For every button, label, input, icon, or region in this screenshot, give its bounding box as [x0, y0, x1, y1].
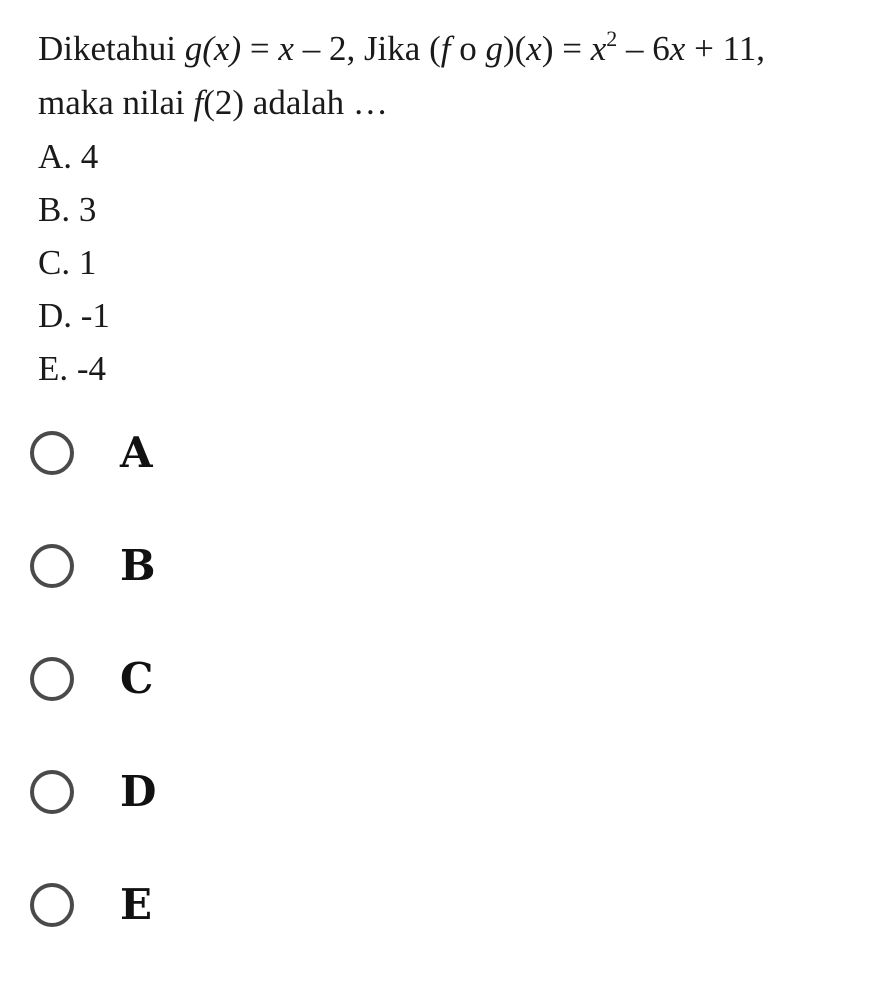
paren: ): [541, 29, 554, 68]
answer-option: A. 4: [38, 137, 99, 176]
choice-label-d[interactable]: D: [120, 767, 157, 816]
f-var: f: [193, 83, 204, 122]
compose-op: o: [450, 29, 486, 68]
choice-d[interactable]: [30, 764, 430, 877]
choice-label-e[interactable]: E: [120, 880, 153, 929]
question-text: [38, 22, 878, 130]
minus-six: – 6: [617, 29, 670, 68]
radio-button-b[interactable]: [30, 544, 74, 588]
radio-button-d[interactable]: [30, 770, 74, 814]
radio-button-a[interactable]: [30, 431, 74, 475]
x-var: x: [590, 29, 607, 68]
answer-option: E. -4: [38, 349, 107, 388]
f-var: f: [440, 29, 451, 68]
paren: (: [429, 29, 441, 68]
question-line-2: [38, 76, 878, 130]
x-var: x: [278, 29, 294, 68]
choice-c[interactable]: [30, 651, 430, 764]
choice-e[interactable]: [30, 877, 430, 990]
x-var: x: [669, 29, 686, 68]
radio-button-c[interactable]: [30, 657, 74, 701]
plus-eleven: + 11,: [685, 29, 766, 68]
answer-option: B. 3: [38, 190, 97, 229]
minus-two-text: – 2, Jika: [293, 29, 430, 68]
radio-button-e[interactable]: [30, 883, 74, 927]
equals: =: [553, 29, 591, 68]
answer-options-list: [38, 130, 110, 395]
answer-option: D. -1: [38, 296, 110, 335]
question-line2-prefix: maka nilai: [38, 83, 194, 122]
choice-label-c[interactable]: C: [120, 654, 154, 703]
question-line2-suffix: (2) adalah …: [203, 83, 388, 122]
radio-choice-group: [30, 425, 430, 990]
paren: )(: [502, 29, 527, 68]
choice-label-a[interactable]: A: [120, 428, 153, 477]
g-function: g(x): [184, 29, 242, 68]
answer-option: C. 1: [38, 243, 97, 282]
question-line-1: [38, 22, 878, 76]
choice-a[interactable]: [30, 425, 430, 538]
g-var: g: [485, 29, 503, 68]
equals: =: [241, 29, 279, 68]
choice-label-b[interactable]: B: [120, 541, 156, 590]
choice-b[interactable]: [30, 538, 430, 651]
x-var: x: [526, 29, 542, 68]
exponent: 2: [606, 26, 618, 51]
question-prefix: Diketahui: [38, 29, 185, 68]
